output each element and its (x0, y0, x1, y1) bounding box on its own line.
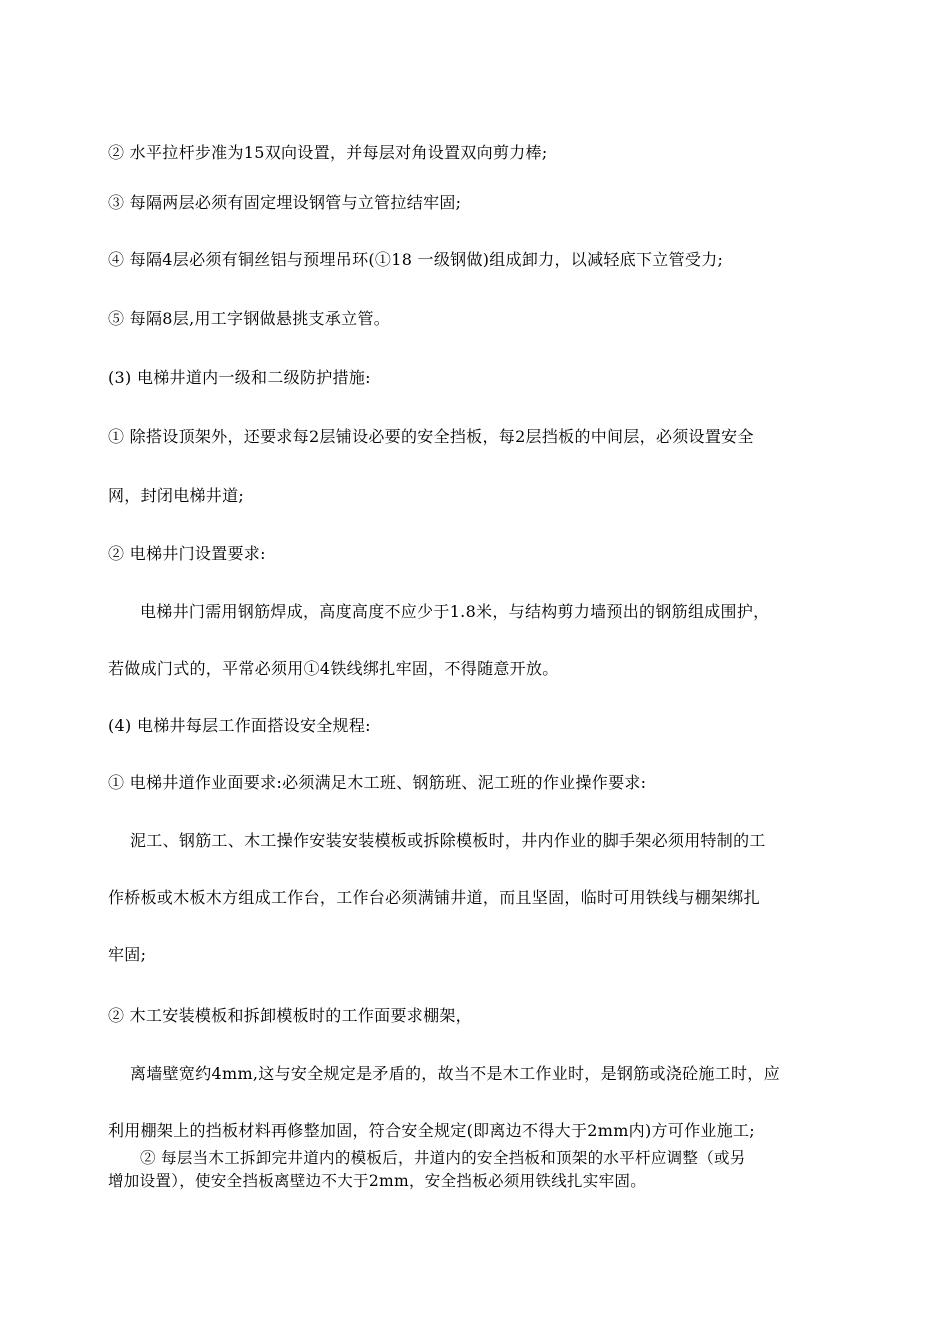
text-line-1: ② 水平拉杆步准为15双向设置，并每层对角设置双向剪力棒; (108, 143, 548, 162)
text-line-15: 牢固; (108, 945, 147, 964)
text-line-19: ② 每层当木工拆卸完井道内的模板后，井道内的安全挡板和顶架的水平杆应调整（或另 (140, 1149, 746, 1167)
text-line-6: ① 除搭设顶架外，还要求每2层铺设必要的安全挡板，每2层挡板的中间层，必须设置安全 (108, 427, 754, 446)
text-line-11: (4) 电梯井每层工作面搭设安全规程: (108, 716, 371, 735)
text-line-17: 离墙壁宽约4mm,这与安全规定是矛盾的，故当不是木工作业时，是钢筋或浇砼施工时，应 (130, 1064, 780, 1083)
text-line-12: ① 电梯井道作业面要求:必须满足木工班、钢筋班、泥工班的作业操作要求: (108, 773, 647, 792)
text-line-4: ⑤ 每隔8层,用工字钢做悬挑支承立管。 (108, 309, 391, 328)
text-line-2: ③ 每隔两层必须有固定埋设钢管与立管拉结牢固; (108, 193, 462, 212)
text-line-8: ② 电梯井门设置要求: (108, 544, 266, 563)
text-line-9: 电梯井门需用钢筋焊成，高度高度不应少于1.8米，与结构剪力墙预出的钢筋组成围护， (140, 602, 770, 621)
text-line-10: 若做成门式的，平常必须用①4铁线绑扎牢固，不得随意开放。 (108, 659, 559, 678)
text-line-14: 作桥板或木板木方组成工作台，工作台必须满铺井道，而且坚固，临时可用铁线与棚架绑扎 (108, 888, 761, 907)
text-line-5: (3) 电梯井道内一级和二级防护措施: (108, 368, 371, 387)
text-line-3: ④ 每隔4层必须有铜丝铝与预埋吊环(①18 一级钢做)组成卸力，以减轻底下立管受力; (108, 250, 724, 269)
text-line-18: 利用棚架上的挡板材料再修整加固，符合安全规定(即离边不得大于2mm内)方可作业施工; (108, 1121, 755, 1140)
text-line-16: ② 木工安装模板和拆卸模板时的工作面要求棚架， (108, 1006, 472, 1025)
text-line-13: 泥工、钢筋工、木工操作安装安装模板或拆除模板时，井内作业的脚手架必须用特制的工 (130, 831, 766, 850)
text-line-20: 增加设置），使安全挡板离壁边不大于2mm，安全挡板必须用铁线扎实牢固。 (108, 1172, 647, 1190)
text-line-7: 网，封闭电梯井道; (108, 486, 245, 505)
